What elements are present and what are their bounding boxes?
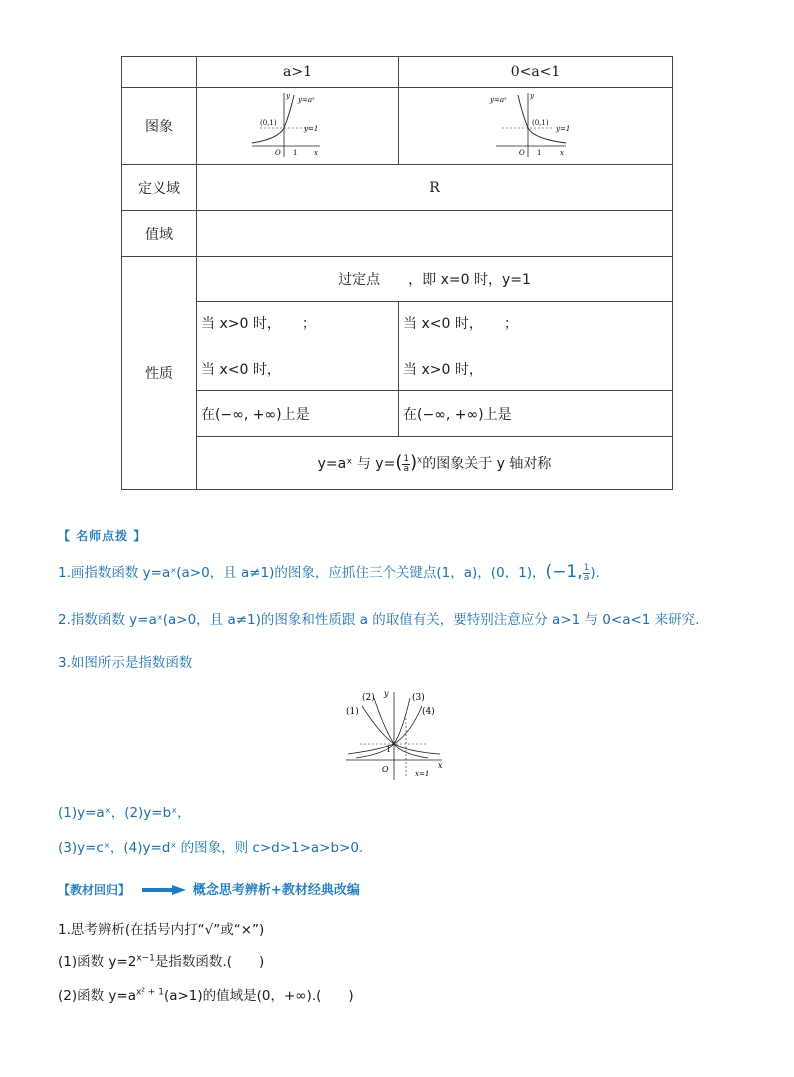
tip-line-2: (3)y=cˣ，(4)y=dˣ 的图象，则 c>d>1>a>b>0. bbox=[58, 840, 364, 856]
curve-3 bbox=[356, 698, 410, 758]
graph-a-lt-1 bbox=[486, 91, 586, 161]
label-4: (4) bbox=[422, 707, 435, 717]
corner-cell bbox=[122, 57, 197, 88]
graph-left-line-label: y=1 bbox=[303, 125, 318, 133]
practice-title: 概念思考辨析+教材经典改编 bbox=[192, 883, 360, 898]
header-a-gt-1: a>1 bbox=[197, 57, 399, 88]
curve-4 bbox=[348, 706, 422, 754]
graph-left-point-label: (0,1) bbox=[259, 119, 277, 127]
row-domain-label: 定义域 bbox=[122, 165, 197, 211]
right-x-gt-0: 当 x>0 时， bbox=[403, 362, 483, 378]
graph-right-origin: O bbox=[518, 149, 525, 157]
label-1: (1) bbox=[346, 707, 359, 717]
graph-a-gt-1 bbox=[248, 91, 348, 161]
symmetry-suffix: 的图象关于 y 轴对称 bbox=[422, 456, 552, 473]
left-sign-cell bbox=[197, 302, 399, 391]
left-monotonic: 在(−∞, +∞)上是 bbox=[197, 391, 399, 437]
question-1: 1.思考辨析(在括号内打“√”或“×”) bbox=[58, 922, 265, 938]
row-range-label: 值域 bbox=[122, 211, 197, 257]
left-x-lt-0: 当 x<0 时， bbox=[201, 362, 281, 378]
exp-family-figure bbox=[344, 688, 448, 782]
properties-table bbox=[121, 56, 673, 490]
graph-left-func-label: y=aˣ bbox=[297, 96, 314, 104]
graph-left-origin: O bbox=[274, 149, 281, 157]
graph-right-tick: 1 bbox=[536, 149, 541, 157]
graph-a-lt-1-cell bbox=[399, 88, 673, 165]
question-1-2: (2)函数 $y=a^{x^2 + 1}(a>1)$的值域是(0，+∞).( ) bbox=[58, 987, 354, 1004]
tip-item-2: 2.指数函数 y=aˣ(a>0，且 a≠1)的图象和性质跟 a 的取值有关，要特别注意应分 a>1 与 0<a<1 来研究. bbox=[58, 612, 700, 628]
tip-item-1: 1.画指数函数 y=aˣ(a>0，且 a≠1)的图象，应抓住三个关键点(1，a)，(0，1)，(−1, $\frac{1}{a}$ ). bbox=[58, 562, 600, 583]
symmetry-exponent: x bbox=[417, 455, 423, 466]
tip-line-1: (1)y=aˣ，(2)y=bˣ， bbox=[58, 805, 191, 821]
tip-item-1-fraction: $\frac{1}{a}$ bbox=[583, 562, 590, 583]
graph-right-point-label: (0,1) bbox=[531, 119, 549, 127]
symmetry-fraction: $\frac{1}{a}$ bbox=[403, 453, 410, 474]
label-2: (2) bbox=[362, 693, 375, 703]
graph-right-y-label: y bbox=[529, 92, 534, 100]
tip-item-3: 3.如图所示是指数函数 bbox=[58, 655, 193, 671]
header-a-lt-1: 0<a<1 bbox=[399, 57, 673, 88]
figure-x-label: x bbox=[438, 761, 443, 770]
left-x-gt-0: 当 x>0 时， ； bbox=[201, 316, 316, 332]
figure-x1-label: x=1 bbox=[415, 770, 430, 778]
practice-header bbox=[58, 879, 360, 898]
fixed-point-text: 过定点 ，即 x=0 时，y=1 bbox=[197, 257, 673, 302]
tips-heading: 【 名师点拨 】 bbox=[58, 529, 147, 543]
graph-right-x-label: x bbox=[559, 149, 564, 157]
figure-origin: O bbox=[382, 765, 389, 774]
figure-tick: 1 bbox=[386, 745, 392, 754]
range-value bbox=[197, 211, 673, 257]
symmetry-cell: y=aˣ 与 y=( $\frac{1}{a}$ )$^x$的图象关于 y 轴对称 bbox=[197, 437, 673, 490]
graph-left-tick: 1 bbox=[292, 149, 297, 157]
domain-value: R bbox=[197, 165, 673, 211]
row-graph-label: 图象 bbox=[122, 88, 197, 165]
question-1-1: (1)函数 $y=2^{x-1}$是指数函数.( ) bbox=[58, 953, 265, 970]
figure-y-label: y bbox=[384, 689, 389, 698]
graph-right-line-label: y=1 bbox=[555, 125, 570, 133]
graph-right-func-label: y=aˣ bbox=[489, 96, 506, 104]
symmetry-prefix: y=aˣ 与 y= bbox=[317, 456, 396, 473]
row-property-label: 性质 bbox=[122, 257, 197, 490]
right-monotonic: 在(−∞, +∞)上是 bbox=[399, 391, 673, 437]
arrow-icon bbox=[142, 885, 186, 895]
curve-2 bbox=[374, 698, 428, 758]
graph-left-x-label: x bbox=[313, 149, 318, 157]
practice-tag: 【教材回归】 bbox=[58, 883, 131, 897]
right-x-lt-0: 当 x<0 时， ； bbox=[403, 316, 518, 332]
graph-a-gt-1-cell bbox=[197, 88, 399, 165]
graph-left-y-label: y bbox=[285, 92, 290, 100]
right-sign-cell bbox=[399, 302, 673, 391]
label-3: (3) bbox=[412, 693, 425, 703]
